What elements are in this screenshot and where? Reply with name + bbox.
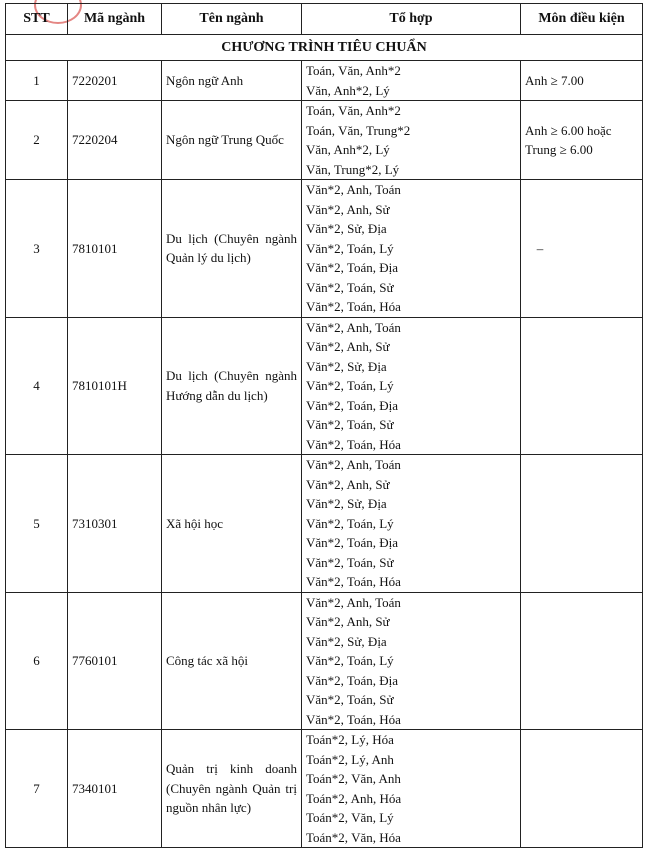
combo-item: Toán*2, Văn, Anh [306,771,401,786]
combo-item: Văn*2, Anh, Sử [306,476,390,492]
row-conditions [521,592,643,730]
table-row [6,101,643,180]
row-major-name: Xã hội học [162,455,302,593]
row-stt: 1 [6,61,68,101]
combo-item: Văn*2, Anh, Toán [306,594,401,610]
row-major-code: 7310301 [68,455,162,593]
row-major-name: Ngôn ngữ Anh [162,61,302,101]
row-combos [302,317,521,455]
combo-item: Văn*2, Toán, Hóa [306,574,401,589]
row-stt: 5 [6,455,68,593]
header-conditions: Môn điều kiện [521,4,643,35]
row-conditions [521,61,643,101]
combo-item: Văn*2, Toán, Hóa [306,436,401,452]
table-row [6,317,643,455]
combo-item: Văn, Anh*2, Lý [306,82,390,98]
combo-item: Văn*2, Sử, Địa [306,221,387,236]
condition-item: Trung ≥ 6.00 [525,142,593,157]
table-row [6,592,643,730]
combo-item: Toán*2, Văn, Lý [306,810,394,825]
combo-item: Toán*2, Văn, Hóa [306,829,401,845]
combo-item: Văn*2, Anh, Sử [306,614,390,629]
combo-item: Văn*2, Toán, Địa [306,397,398,413]
combo-item: Văn, Trung*2, Lý [306,161,400,177]
row-major-code: 7810101 [68,180,162,318]
row-stt: 2 [6,101,68,180]
combo-item: Toán*2, Lý, Hóa [306,732,394,747]
combo-item: Văn*2, Sử, Địa [306,358,387,374]
combo-item: Toán*2, Lý, Anh [306,751,394,767]
row-major-name: Công tác xã hội [162,592,302,730]
combo-item: Văn*2, Anh, Toán [306,457,401,472]
header-code: Mã ngành [68,4,162,35]
combo-item: Toán, Văn, Trung*2 [306,122,411,138]
row-major-name: Du lịch (Chuyên ngành Quản lý du lịch) [162,180,302,318]
table-row [6,730,643,848]
table-row [6,180,643,318]
header-combos: Tổ hợp [302,4,521,35]
combo-item: Văn*2, Anh, Sử [306,339,390,354]
row-conditions [521,730,643,848]
row-major-code: 7220204 [68,101,162,180]
row-conditions [521,317,643,455]
combo-item: Văn*2, Toán, Địa [306,260,398,275]
combo-item: Văn, Anh*2, Lý [306,142,390,157]
admissions-table [5,3,643,848]
combo-item: Văn*2, Toán, Sử [306,417,394,432]
condition-item: Anh ≥ 6.00 hoặc [525,122,612,138]
combo-item: Toán, Văn, Anh*2 [306,63,401,78]
combo-item: Văn*2, Sử, Địa [306,633,387,649]
combo-item: Văn*2, Toán, Lý [306,515,394,531]
row-conditions [521,101,643,180]
combo-item: Văn*2, Toán, Lý [306,378,394,393]
row-conditions [521,455,643,593]
row-major-code: 7340101 [68,730,162,848]
row-major-code: 7760101 [68,592,162,730]
combo-item: Văn*2, Anh, Sử [306,201,390,217]
combo-item: Văn*2, Toán, Lý [306,240,394,256]
row-combos [302,592,521,730]
row-major-name: Du lịch (Chuyên ngành Hướng dẫn du lịch) [162,317,302,455]
row-major-code: 7220201 [68,61,162,101]
row-stt: 3 [6,180,68,318]
combo-item: Văn*2, Anh, Toán [306,319,401,335]
combo-item: Văn*2, Toán, Sử [306,279,394,295]
combo-item: Văn*2, Toán, Hóa [306,299,401,314]
combo-item: Văn*2, Toán, Lý [306,653,394,668]
combo-item: Văn*2, Toán, Hóa [306,711,401,727]
section-row [6,35,643,61]
table-row [6,455,643,593]
row-major-code: 7810101H [68,317,162,455]
row-combos [302,180,521,318]
header-stt: STT [6,4,68,35]
condition-item: – [536,240,544,256]
header-name: Tên ngành [162,4,302,35]
combo-item: Văn*2, Toán, Địa [306,535,398,550]
row-combos [302,730,521,848]
combo-item: Toán, Văn, Anh*2 [306,103,401,118]
combo-item: Văn*2, Sử, Địa [306,496,387,511]
row-combos [302,101,521,180]
row-combos [302,455,521,593]
row-stt: 4 [6,317,68,455]
header-row [6,4,643,35]
combo-item: Văn*2, Toán, Sử [306,554,394,570]
row-major-name: Ngôn ngữ Trung Quốc [162,101,302,180]
combo-item: Văn*2, Anh, Toán [306,182,401,197]
section-title: CHƯƠNG TRÌNH TIÊU CHUẨN [6,35,643,61]
combo-item: Toán*2, Anh, Hóa [306,790,402,806]
combo-item: Văn*2, Toán, Địa [306,672,398,688]
table-row [6,61,643,101]
row-major-name: Quản trị kinh doanh (Chuyên ngành Quản trị nguồn nhân lực) [162,730,302,848]
condition-item: Anh ≥ 7.00 [525,72,584,88]
row-conditions [521,180,643,318]
row-stt: 7 [6,730,68,848]
row-combos [302,61,521,101]
combo-item: Văn*2, Toán, Sử [306,692,394,707]
row-stt: 6 [6,592,68,730]
